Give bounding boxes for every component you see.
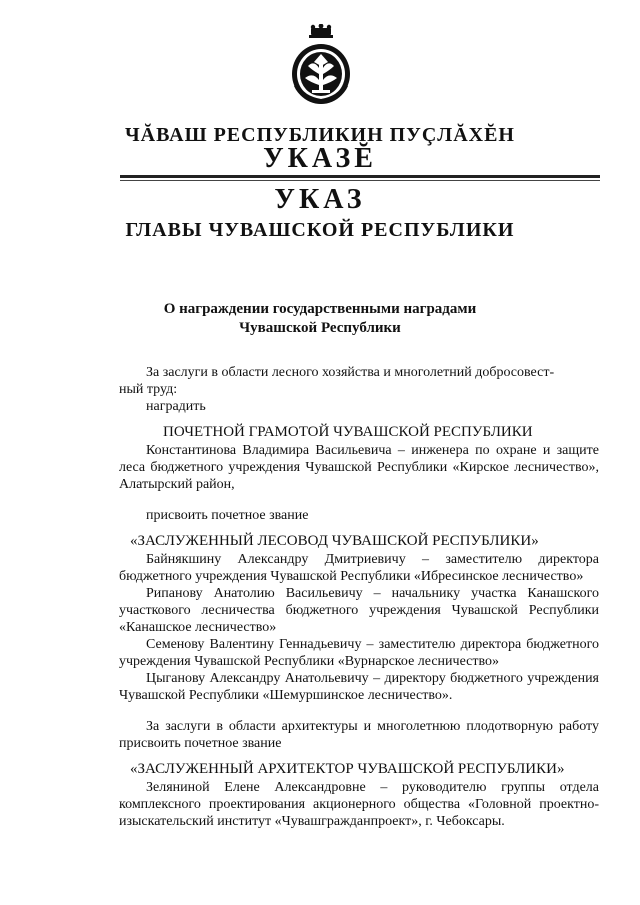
section2-action: присвоить почетное звание: [146, 508, 309, 523]
section2-person-2: Рипанову Анатолию Васильевичу – начальнику участка Канашского участкового лесничества бюджетного учреждения Чувашской Республики «Канашское лесничество»: [119, 586, 599, 635]
decree-title-line-2: Чувашской Республики: [239, 320, 401, 336]
section1-intro-line-1: За заслуги в области лесного хозяйства и многолетний добросовест-: [146, 365, 555, 380]
decree-body: [119, 364, 599, 830]
section2-award: «ЗАСЛУЖЕННЫЙ ЛЕСОВОД ЧУВАШСКОЙ РЕСПУБЛИКИ»: [130, 533, 539, 549]
header-glavy: ГЛАВЫ ЧУВАШСКОЙ РЕСПУБЛИКИ: [125, 219, 515, 241]
header-chuvash-ukaz: УКАЗĔ: [263, 143, 377, 174]
section3-award: «ЗАСЛУЖЕННЫЙ АРХИТЕКТОР ЧУВАШСКОЙ РЕСПУБЛИКИ»: [130, 761, 565, 777]
coat-of-arms-icon: [288, 24, 354, 106]
section1-person: Константинова Владимира Васильевича – инженера по охране и защите леса бюджетного учреждения Чувашской Республики «Кирское лесничество», Алатырский район,: [119, 443, 599, 492]
section2-person-4: Цыганову Александру Анатольевичу – директору бюджетного учреждения Чувашской Республики «Шемуршинское лесничество».: [119, 671, 599, 703]
section1-action: наградить: [146, 399, 206, 414]
header-divider: [120, 175, 600, 178]
section3-intro: За заслуги в области архитектуры и многолетнюю плодотворную работу присвоить почетное звание: [119, 719, 599, 751]
header-divider-thin: [120, 180, 600, 181]
header-chuvash-line: ЧĂВАШ РЕСПУБЛИКИН ПУÇЛĂХĔН: [124, 124, 515, 146]
section3-person: Зеляниной Елене Александровне – руководителю группы отдела комплексного проектирования акционерного общества «Головной проектно-изыскательский институт «Чувашгражданпроект», г. Чебоксары.: [119, 780, 599, 829]
decree-title-line-1: О награждении государственными наградами: [163, 301, 477, 317]
section2-person-3: Семенову Валентину Геннадьевичу – заместителю директора бюджетного учреждения Чувашской Республики «Вурнарское лесничество»: [119, 637, 599, 669]
section1-award: ПОЧЕТНОЙ ГРАМОТОЙ ЧУВАШСКОЙ РЕСПУБЛИКИ: [163, 424, 533, 440]
section2-person-1: Байнякшину Александру Дмитриевичу – заместителю директора бюджетного учреждения Чувашской Республики «Ибресинское лесничество»: [119, 552, 599, 584]
header-ukaz: УКАЗ: [274, 184, 366, 215]
section1-intro-line-2: ный труд:: [119, 382, 178, 397]
decree-title: [150, 300, 490, 338]
